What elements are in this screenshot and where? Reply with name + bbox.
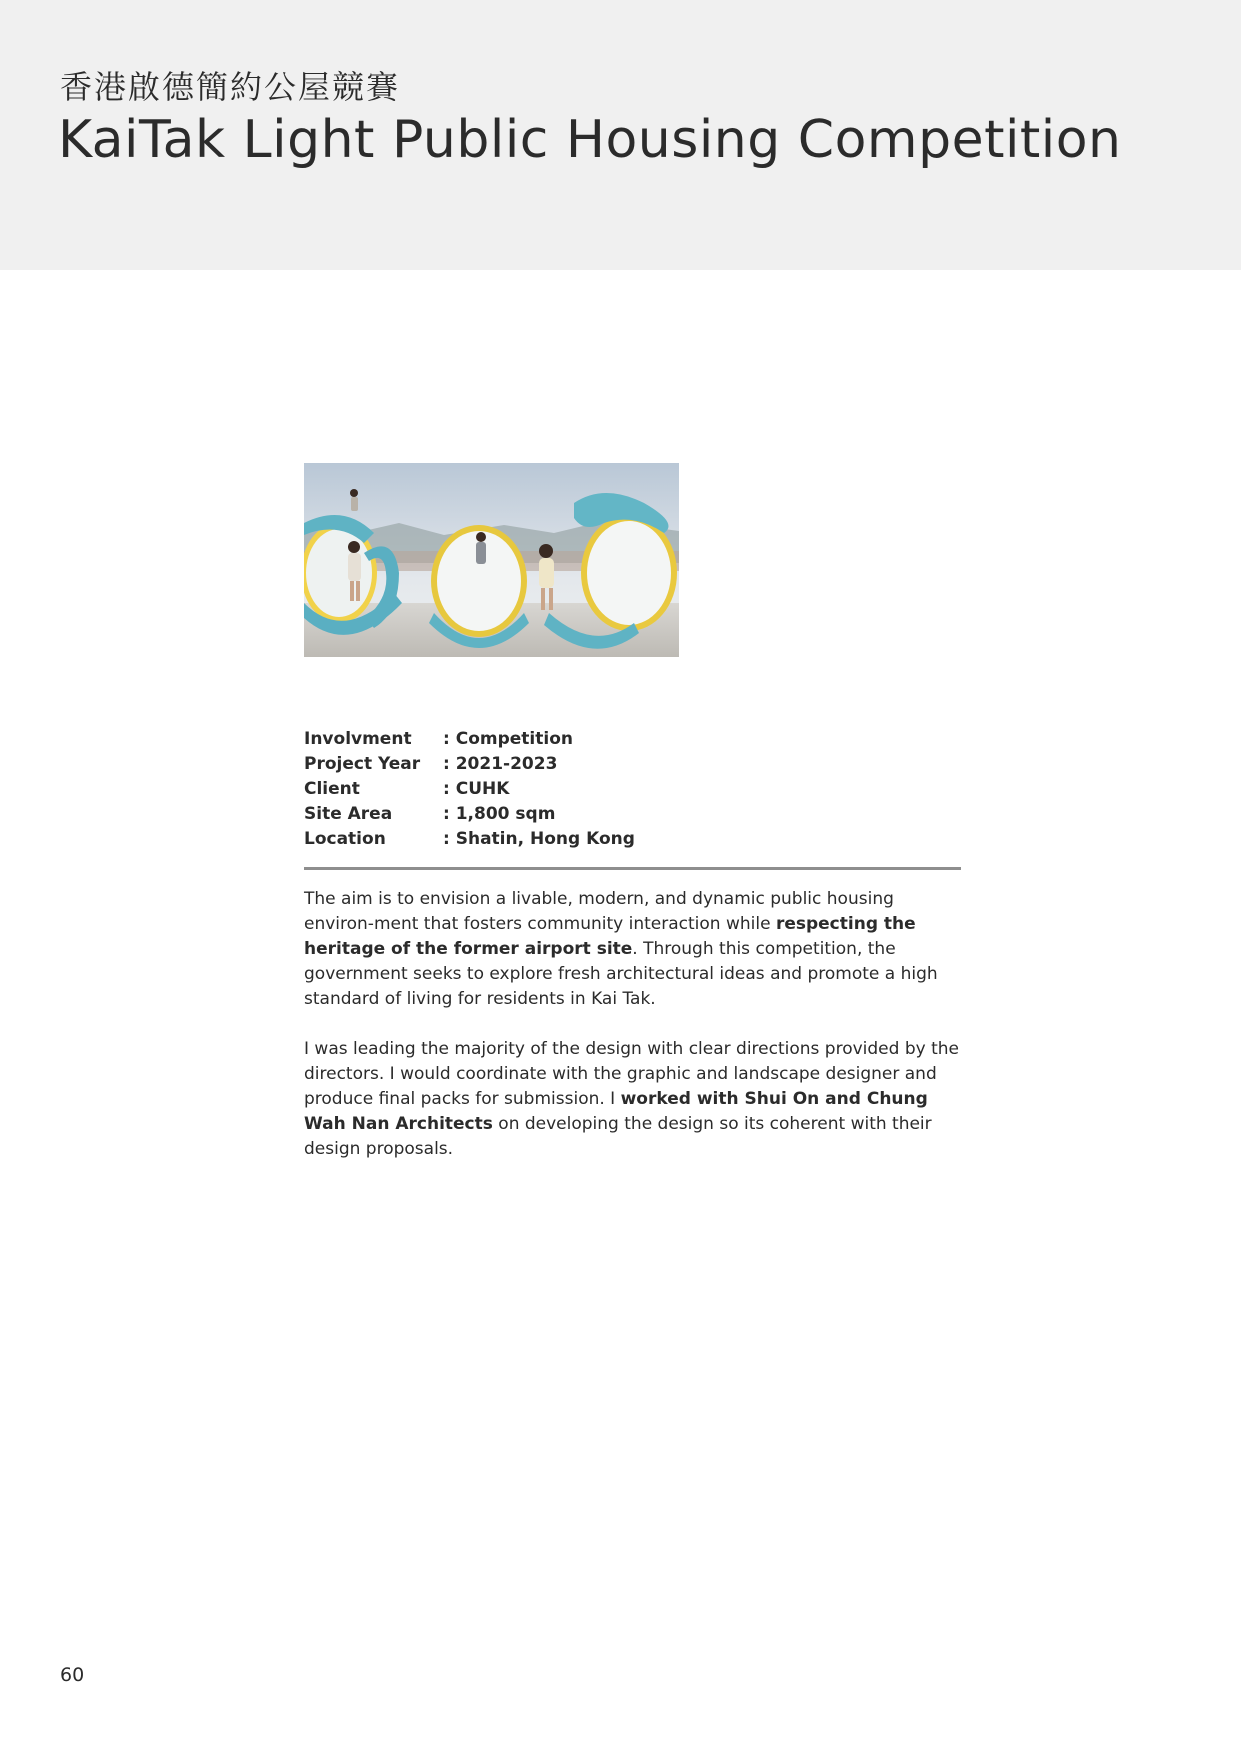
info-row-involvement — [304, 727, 960, 752]
info-value: : Competition — [443, 729, 573, 749]
paragraph-role-text-2: on developing the design so its coherent with their design proposals. — [304, 1114, 932, 1159]
paragraph-aim — [304, 887, 966, 1012]
title-chinese: 香港啟德簡約公屋競賽 — [60, 68, 401, 106]
project-photo — [304, 463, 679, 657]
info-value: : 1,800 sqm — [443, 804, 556, 824]
divider — [304, 867, 961, 870]
info-value: : CUHK — [443, 779, 510, 799]
info-value: : Shatin, Hong Kong — [443, 829, 635, 849]
playground-sculpture-image — [304, 463, 679, 657]
info-label: Client — [304, 779, 360, 799]
paragraph-role — [304, 1037, 966, 1162]
info-label: Project Year — [304, 754, 421, 774]
paragraph-role-highlight: worked with Shui On and Chung Wah Nan Architects — [304, 1089, 928, 1134]
info-label: Location — [304, 829, 386, 849]
paragraph-aim-highlight: respecting the heritage of the former airport site — [304, 914, 916, 959]
paragraph-role-text-1: I was leading the majority of the design with clear directions provided by the directors. I would coordinate with the graphic and landscape designer and produce final packs for submission. I — [304, 1039, 959, 1109]
info-row-project-year — [304, 752, 960, 777]
info-row-location — [304, 827, 960, 852]
info-value: : 2021-2023 — [443, 754, 558, 774]
info-label: Involvment — [304, 729, 412, 749]
info-label: Site Area — [304, 804, 393, 824]
project-description — [304, 887, 966, 1187]
paragraph-aim-text-1: The aim is to envision a livable, modern, and dynamic public housing environ-ment that fosters community interaction while — [304, 889, 894, 934]
project-info-table — [304, 727, 960, 852]
title-english: KaiTak Light Public Housing Competition — [58, 110, 1122, 170]
paragraph-aim-text-2: . Through this competition, the government seeks to explore fresh architectural ideas and promote a high standard of living for residents in Kai Tak. — [304, 939, 938, 1009]
page-header — [0, 0, 1241, 270]
info-row-site-area — [304, 802, 960, 827]
page-number: 60 — [60, 1664, 85, 1686]
info-row-client — [304, 777, 960, 802]
